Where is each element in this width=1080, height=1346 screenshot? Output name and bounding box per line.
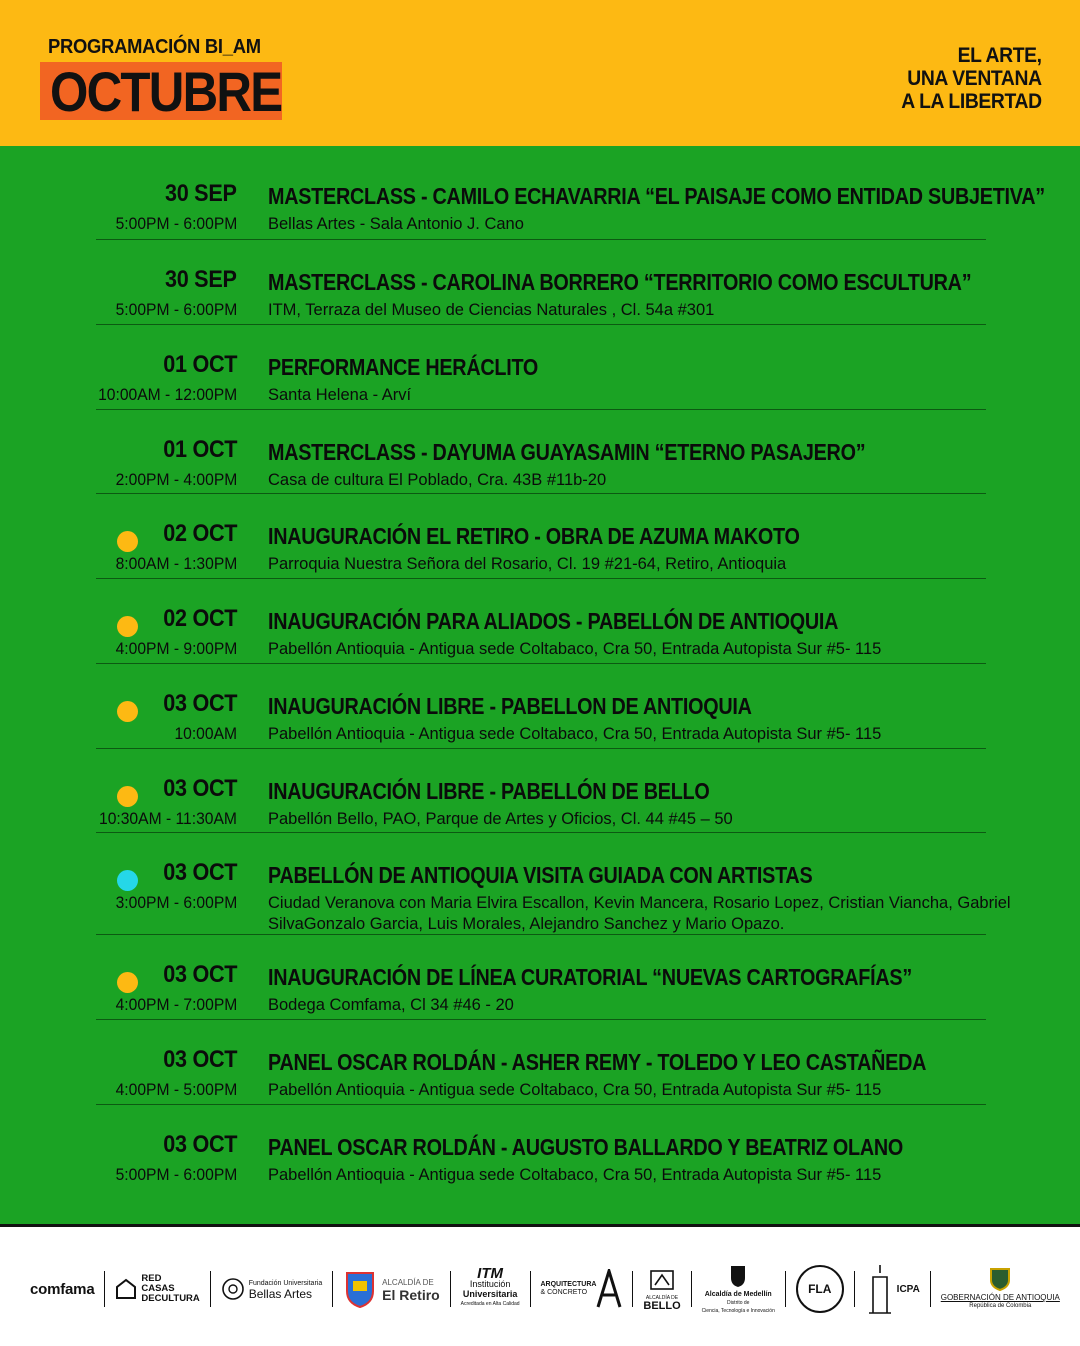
bellas-artes-line-2: Bellas Artes [248, 1287, 313, 1301]
retiro-shield-icon [343, 1269, 377, 1309]
event-time: 3:00PM - 6:00PM [115, 893, 237, 912]
event-title: INAUGURACIÓN EL RETIRO - OBRA DE AZUMA MAKOTO [268, 523, 800, 549]
event-venue: Santa Helena - Arví [268, 386, 412, 404]
event-title: PANEL OSCAR ROLDÁN - AUGUSTO BALLARDO Y BEATRIZ OLANO [268, 1134, 904, 1160]
arquitectura-concreto-logo [540, 1269, 622, 1309]
event-time: 5:00PM - 6:00PM [115, 1165, 237, 1184]
fla-seal: FLA [796, 1265, 844, 1313]
program-label: PROGRAMACIÓN BI_AM [48, 36, 261, 58]
event-category-dot [117, 701, 138, 722]
event-date: 03 OCT [162, 1131, 237, 1158]
retiro-line-2: El Retiro [382, 1287, 440, 1303]
alcaldia-retiro-logo [343, 1269, 440, 1309]
event-title: INAUGURACIÓN DE LÍNEA CURATORIAL “NUEVAS CARTOGRAFÍAS” [268, 964, 912, 990]
event-category-dot [117, 786, 138, 807]
tagline-line-2: UNA VENTANA [907, 67, 1042, 90]
event-title: INAUGURACIÓN PARA ALIADOS - PABELLÓN DE ANTIOQUIA [268, 608, 839, 634]
event-venue: Ciudad Veranova con Maria Elvira Escallon, Kevin Mancera, Rosario Lopez, Cristian Viancha, Gabriel SilvaGonzalo Garcia, Luis Morales, Alejandro Sanchez y Mario Opazo. [268, 894, 1011, 933]
event-divider [96, 832, 986, 833]
gobernacion-line-2: República de Colombia [969, 1303, 1032, 1309]
event-title: MASTERCLASS - CAROLINA BORRERO “TERRITORIO COMO ESCULTURA” [268, 269, 972, 295]
event-venue: Pabellón Antioquia - Antigua sede Coltabaco, Cra 50, Entrada Autopista Sur #5- 115 [268, 1081, 882, 1099]
gobernacion-line-1: GOBERNACIÓN DE ANTIOQUIA [940, 1293, 1060, 1302]
event-date: 30 SEP [165, 266, 237, 293]
event-category-dot [117, 870, 138, 891]
schedule-panel [0, 146, 1080, 1224]
event-time: 4:00PM - 9:00PM [115, 639, 237, 658]
medellin-line-2: Distrito de [726, 1299, 750, 1306]
event-date: 03 OCT [162, 775, 237, 802]
event-date: 30 SEP [165, 180, 237, 207]
logo-separator [632, 1271, 633, 1307]
a-triangle-icon [596, 1269, 622, 1309]
fabrica-licores-logo [796, 1265, 844, 1313]
event-divider [96, 934, 986, 935]
footer [0, 1227, 1080, 1346]
event-title: MASTERCLASS - DAYUMA GUAYASAMIN “ETERNO PASAJERO” [268, 439, 866, 465]
event-divider [96, 409, 986, 410]
event-date: 03 OCT [162, 961, 237, 988]
logo-separator [104, 1271, 105, 1307]
logo-separator [450, 1271, 451, 1307]
event-title: PANEL OSCAR ROLDÁN - ASHER REMY - TOLEDO Y LEO CASTAÑEDA [268, 1049, 927, 1075]
gobernacion-antioquia-logo [941, 1267, 1060, 1311]
comfama-logo: comfama [30, 1280, 95, 1298]
antioquia-shield-icon [989, 1267, 1011, 1291]
event-date: 01 OCT [162, 351, 237, 378]
tagline-line-3: A LA LIBERTAD [901, 90, 1042, 113]
event-venue: ITM, Terraza del Museo de Ciencias Naturales , Cl. 54a #301 [268, 301, 715, 319]
event-date: 03 OCT [162, 1046, 237, 1073]
event-row [0, 422, 1080, 507]
alcaldia-bello-logo [643, 1269, 680, 1310]
event-time: 2:00PM - 4:00PM [115, 470, 237, 489]
event-divider [96, 663, 986, 664]
event-venue: Pabellón Antioquia - Antigua sede Coltabaco, Cra 50, Entrada Autopista Sur #5- 115 [268, 640, 882, 658]
arquitectura-line-2: & CONCRETO [540, 1289, 588, 1296]
event-divider [96, 578, 986, 579]
sponsor-logos [30, 1249, 1060, 1329]
red-casas-line-1: RED [141, 1273, 162, 1284]
event-date: 03 OCT [162, 690, 237, 717]
itm-line-3: Acreditada en Alta Calidad [460, 1301, 520, 1307]
event-time: 5:00PM - 6:00PM [115, 214, 237, 233]
event-category-dot [117, 972, 138, 993]
logo-separator [930, 1271, 931, 1307]
bello-emblem-icon [649, 1269, 675, 1291]
alcaldia-medellin-logo [702, 1264, 775, 1315]
tagline [889, 44, 1042, 113]
bellas-artes-emblem-icon [221, 1277, 245, 1301]
event-row [0, 761, 1080, 846]
event-time: 4:00PM - 5:00PM [115, 1080, 237, 1099]
event-row [0, 1117, 1080, 1202]
retiro-line-1: ALCALDÍA DE [382, 1278, 434, 1287]
itm-line-2: Universitaria [462, 1289, 518, 1299]
logo-separator [530, 1271, 531, 1307]
house-icon [115, 1278, 137, 1300]
event-venue: Pabellón Antioquia - Antigua sede Coltabaco, Cra 50, Entrada Autopista Sur #5- 115 [268, 1166, 882, 1184]
event-title: PERFORMANCE HERÁCLITO [268, 354, 539, 380]
event-time: 4:00PM - 7:00PM [115, 995, 237, 1014]
event-venue: Pabellón Bello, PAO, Parque de Artes y Oficios, Cl. 44 #45 – 50 [268, 810, 733, 828]
bello-line-2: BELLO [643, 1299, 681, 1312]
icpa-text: ICPA [896, 1283, 920, 1295]
event-venue: Bodega Comfama, Cl 34 #46 - 20 [268, 996, 514, 1014]
event-title: INAUGURACIÓN LIBRE - PABELLÓN DE BELLO [268, 778, 710, 804]
event-divider [96, 239, 986, 240]
event-title: INAUGURACIÓN LIBRE - PABELLON DE ANTIOQUIA [268, 693, 752, 719]
icpa-building-icon [865, 1263, 895, 1315]
arquitectura-line-1: ARQUITECTURA [540, 1281, 597, 1288]
medellin-emblem-icon [729, 1264, 747, 1288]
event-divider [96, 324, 986, 325]
medellin-line-1: Alcaldía de Medellín [704, 1290, 772, 1298]
bellas-artes-logo [221, 1277, 323, 1301]
itm-mark: ITM [477, 1265, 503, 1282]
event-divider [96, 493, 986, 494]
logo-separator [691, 1271, 692, 1307]
event-title: MASTERCLASS - CAMILO ECHAVARRIA “EL PAISAJE COMO ENTIDAD SUBJETIVA” [268, 183, 1045, 209]
header-band [0, 0, 1080, 146]
event-date: 03 OCT [162, 859, 237, 886]
event-venue: Casa de cultura El Poblado, Cra. 43B #11b-20 [268, 471, 607, 489]
logo-separator [854, 1271, 855, 1307]
event-divider [96, 748, 986, 749]
event-divider [96, 1104, 986, 1105]
itm-line-1: Institución [469, 1279, 511, 1289]
medellin-line-3: Ciencia, Tecnología e Innovación [701, 1307, 775, 1314]
logo-separator [785, 1271, 786, 1307]
event-date: 02 OCT [162, 605, 237, 632]
event-date: 01 OCT [162, 436, 237, 463]
event-venue: Parroquia Nuestra Señora del Rosario, Cl. 19 #21-64, Retiro, Antioquia [268, 555, 787, 573]
bello-line-1: ALCALDÍA DE [645, 1294, 679, 1301]
event-category-dot [117, 616, 138, 637]
icpa-logo [865, 1263, 920, 1315]
event-time: 10:30AM - 11:30AM [99, 809, 237, 828]
tagline-line-1: EL ARTE, [957, 44, 1042, 67]
event-venue: Pabellón Antioquia - Antigua sede Coltabaco, Cra 50, Entrada Autopista Sur #5- 115 [268, 725, 882, 743]
event-time: 8:00AM - 1:30PM [115, 554, 237, 573]
bellas-artes-line-1: Fundación Universitaria [248, 1280, 323, 1287]
event-time: 10:00AM [174, 724, 237, 743]
event-row [0, 845, 1080, 933]
logo-separator [210, 1271, 211, 1307]
red-casas-line-3: DECULTURA [141, 1293, 200, 1304]
logo-separator [332, 1271, 333, 1307]
event-time: 5:00PM - 6:00PM [115, 300, 237, 319]
event-time: 10:00AM - 12:00PM [97, 385, 237, 404]
event-date: 02 OCT [162, 520, 237, 547]
event-category-dot [117, 531, 138, 552]
itm-logo [460, 1265, 520, 1309]
event-venue: Bellas Artes - Sala Antonio J. Cano [268, 215, 524, 233]
event-divider [96, 1019, 986, 1020]
red-casas-line-2: CASAS [141, 1283, 175, 1294]
event-title: PABELLÓN DE ANTIOQUIA VISITA GUIADA CON ARTISTAS [268, 862, 813, 888]
month-title: OCTUBRE [50, 60, 282, 123]
red-casas-cultura-logo [115, 1274, 199, 1304]
